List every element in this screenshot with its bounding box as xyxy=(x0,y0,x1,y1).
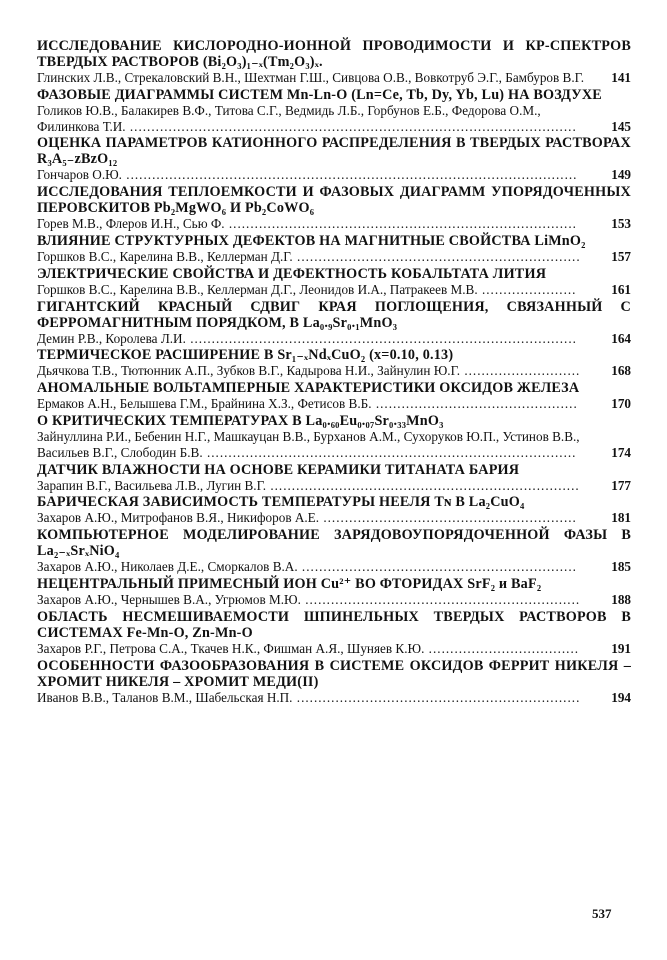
toc-entry xyxy=(37,87,631,135)
entry-page-number: 164 xyxy=(611,330,631,346)
leader-dots: ........................................................................ xyxy=(266,477,580,493)
entry-authors-row xyxy=(37,70,631,86)
entry-authors-row xyxy=(37,103,631,135)
entry-authors-row xyxy=(37,331,631,347)
entry-authors-text: Захаров Р.Г., Петрова С.А., Ткачев Н.К., Фишман А.Я., Шуняев К.Ю. xyxy=(37,640,425,656)
entry-authors xyxy=(37,216,585,232)
entry-authors-row xyxy=(37,478,631,494)
entry-title: ОСОБЕННОСТИ ФАЗООБРАЗОВАНИЯ В СИСТЕМЕ ОКСИДОВ ФЕРРИТ НИКЕЛЯ – ХРОМИТ НИКЕЛЯ – ХРОМИТ МЕДИ(II) xyxy=(37,657,631,690)
entry-authors-text: Ермаков А.Н., Белышева Г.М., Брайнина Х.З., Фетисов В.Б. xyxy=(37,396,372,412)
entry-authors xyxy=(37,331,585,347)
toc-entry xyxy=(37,576,631,608)
entry-page-number: 177 xyxy=(611,477,631,493)
entry-authors xyxy=(37,70,585,86)
entry-authors xyxy=(37,249,585,265)
toc-entry xyxy=(37,266,631,298)
toc-entry xyxy=(37,527,631,575)
toc-entry xyxy=(37,494,631,526)
entry-authors-row xyxy=(37,249,631,265)
toc-entries xyxy=(37,38,631,705)
entry-authors xyxy=(37,103,585,135)
toc-entry xyxy=(37,462,631,494)
toc-entry xyxy=(37,413,631,461)
entry-authors-text: Иванов В.В., Таланов В.М., Шабельская Н.П. xyxy=(37,689,293,705)
entry-authors-row xyxy=(37,167,631,183)
entry-authors-text: Дьячкова Т.В., Тютюнник А.П., Зубков В.Г., Кадырова Н.И., Зайнулин Ю.Г. xyxy=(37,363,461,379)
entry-title: КОМПЬЮТЕРНОЕ МОДЕЛИРОВАНИЕ ЗАРЯДОВОУПОРЯДОЧЕННОЙ ФАЗЫ В La₂₋ₓSrₓNiO₄ xyxy=(37,527,631,560)
entry-page-number: 157 xyxy=(611,248,631,264)
leader-dots: ........................................................................................................ xyxy=(125,118,577,134)
entry-page-number: 161 xyxy=(611,281,631,297)
entry-authors-text: Глинских Л.В., Стрекаловский В.Н., Шехтман Г.Ш., Сивцова О.В., Вовкотруб Э.Г., Бамбуров В.Г. xyxy=(37,70,585,85)
entry-authors-row xyxy=(37,559,631,575)
entry-title: ОБЛАСТЬ НЕСМЕШИВАЕМОСТИ ШПИНЕЛЬНЫХ ТВЕРДЫХ РАСТВОРОВ В СИСТЕМАХ Fe-Mn-O, Zn-Mn-O xyxy=(37,608,631,641)
entry-authors-text: Захаров А.Ю., Чернышев В.А., Угрюмов М.Ю. xyxy=(37,591,301,607)
entry-title: ФАЗОВЫЕ ДИАГРАММЫ СИСТЕМ Mn-Ln-O (Ln=Ce, Tb, Dy, Yb, Lu) НА ВОЗДУХЕ xyxy=(37,86,602,103)
entry-title: ЭЛЕКТРИЧЕСКИЕ СВОЙСТВА И ДЕФЕКТНОСТЬ КОБАЛЬТАТА ЛИТИЯ xyxy=(37,265,547,282)
entry-authors-text: Захаров А.Ю., Николаев Д.Е., Сморкалов В.А. xyxy=(37,559,298,575)
entry-authors xyxy=(37,690,585,706)
table-of-contents xyxy=(37,38,631,706)
entry-authors-row xyxy=(37,363,631,379)
entry-authors-row xyxy=(37,282,631,298)
entry-page-number: 185 xyxy=(611,559,631,575)
toc-entry xyxy=(37,658,631,706)
entry-authors xyxy=(37,282,585,298)
entry-authors-row xyxy=(37,510,631,526)
entry-authors-row xyxy=(37,592,631,608)
entry-authors-text: Гончаров О.Ю. xyxy=(37,167,122,183)
entry-authors-text: Голиков Ю.В., Балакирев В.Ф., Титова С.Г., Ведмидь Л.Б., Горбунов Е.Б., Федорова О.М., Филинкова Т.И. xyxy=(37,102,541,134)
leader-dots: ................................................................................. xyxy=(224,216,577,232)
entry-authors-text: Зарапин В.Г., Васильева Л.В., Лугин В.Г. xyxy=(37,477,267,493)
toc-entry xyxy=(37,38,631,86)
toc-entry xyxy=(37,609,631,657)
leader-dots: ............................................... xyxy=(371,396,578,412)
entry-title: ГИГАНТСКИЙ КРАСНЫЙ СДВИГ КРАЯ ПОГЛОЩЕНИЯ, СВЯЗАННЫЙ С ФЕРРОМАГНИТНЫМ ПОРЯДКОМ, В La₀.₉Sr₀.₁MnO₃ xyxy=(37,298,631,331)
leader-dots: .................................................................. xyxy=(292,248,581,264)
entry-authors xyxy=(37,396,585,412)
entry-authors-row xyxy=(37,690,631,706)
entry-title: ОЦЕНКА ПАРАМЕТРОВ КАТИОННОГО РАСПРЕДЕЛЕНИЯ В ТВЕРДЫХ РАСТВОРАХ R₃A₅₋zBzO₁₂ xyxy=(37,135,631,168)
entry-authors xyxy=(37,429,585,461)
entry-authors-text: Зайнуллина Р.И., Бебенин Н.Г., Машкауцан В.В., Бурханов А.М., Сухоруков Ю.П., Устинов В.В., Васильев В.Г., Слободин Б.В. xyxy=(37,428,580,460)
entry-page-number: 191 xyxy=(611,640,631,656)
toc-entry xyxy=(37,184,631,232)
entry-title: ИССЛЕДОВАНИЯ ТЕПЛОЕМКОСТИ И ФАЗОВЫХ ДИАГРАММ УПОРЯДОЧЕННЫХ ПЕРОВСКИТОВ Pb₂MgWO₆ И Pb₂CoWO₆ xyxy=(37,184,631,217)
leader-dots: ...................................................................................... xyxy=(202,444,577,460)
entry-authors-text: Горев М.В., Флеров И.Н., Сью Ф. xyxy=(37,216,225,232)
leader-dots: ................................................................ xyxy=(300,591,581,607)
entry-title: БАРИЧЕСКАЯ ЗАВИСИМОСТЬ ТЕМПЕРАТУРЫ НЕЕЛЯ Tɴ В La₂CuO₄ xyxy=(37,494,525,511)
entry-authors-text: Горшков В.С., Карелина В.В., Келлерман Д.Г., Леонидов И.А., Патракеев М.В. xyxy=(37,281,478,297)
leader-dots: .................................................................. xyxy=(292,689,581,705)
entry-authors xyxy=(37,641,585,657)
toc-entry xyxy=(37,135,631,183)
toc-entry xyxy=(37,233,631,265)
entry-page-number: 145 xyxy=(611,118,631,134)
entry-authors-row xyxy=(37,429,631,461)
leader-dots: ...................... xyxy=(477,281,577,297)
leader-dots: ........................... xyxy=(460,363,581,379)
entry-title: ТЕРМИЧЕСКОЕ РАСШИРЕНИЕ В Sr₁₋ₓNdₓCuO₂ (x=0.10, 0.13) xyxy=(37,347,454,364)
page-number: 537 xyxy=(592,906,612,921)
entry-authors-row xyxy=(37,396,631,412)
entry-page-number: 188 xyxy=(611,591,631,607)
leader-dots: ......................................................................................................... xyxy=(121,167,578,183)
entry-title: О КРИТИЧЕСКИХ ТЕМПЕРАТУРАХ В La₀.₆₀Eu₀.₀₇Sr₀.₃₃MnO₃ xyxy=(37,412,444,429)
entry-title: АНОМАЛЬНЫЕ ВОЛЬТАМПЕРНЫЕ ХАРАКТЕРИСТИКИ ОКСИДОВ ЖЕЛЕЗА xyxy=(37,380,580,397)
entry-page-number: 174 xyxy=(611,444,631,460)
entry-authors xyxy=(37,559,585,575)
entry-page-number: 168 xyxy=(611,363,631,379)
entry-authors-row xyxy=(37,641,631,657)
entry-authors xyxy=(37,510,585,526)
entry-title: ДАТЧИК ВЛАЖНОСТИ НА ОСНОВЕ КЕРАМИКИ ТИТАНАТА БАРИЯ xyxy=(37,461,520,478)
entry-page-number: 153 xyxy=(611,216,631,232)
entry-page-number: 141 xyxy=(611,70,631,85)
entry-page-number: 170 xyxy=(611,396,631,412)
entry-authors-text: Демин Р.В., Королева Л.И. xyxy=(37,330,186,346)
leader-dots: ........................................................... xyxy=(319,510,577,526)
entry-authors xyxy=(37,592,585,608)
toc-entry xyxy=(37,380,631,412)
entry-authors xyxy=(37,167,585,183)
leader-dots: .......................................................................................... xyxy=(185,330,577,346)
entry-authors-text: Захаров А.Ю., Митрофанов В.Я., Никифоров А.Е. xyxy=(37,510,320,526)
entry-title: НЕЦЕНТРАЛЬНЫЙ ПРИМЕСНЫЙ ИОН Cu²⁺ ВО ФТОРИДАХ SrF₂ и BaF₂ xyxy=(37,575,542,592)
entry-title: ВЛИЯНИЕ СТРУКТУРНЫХ ДЕФЕКТОВ НА МАГНИТНЫЕ СВОЙСТВА LiMnO₂ xyxy=(37,232,586,249)
toc-entry xyxy=(37,347,631,379)
entry-authors-row xyxy=(37,216,631,232)
entry-page-number: 194 xyxy=(611,689,631,705)
entry-page-number: 181 xyxy=(611,510,631,526)
entry-page-number: 149 xyxy=(611,167,631,183)
entry-title: ИССЛЕДОВАНИЕ КИСЛОРОДНО-ИОННОЙ ПРОВОДИМОСТИ И КР-СПЕКТРОВ ТВЕРДЫХ РАСТВОРОВ (Bi₂O₃)₁₋ₓ(Tm₂O₃)ₓ. xyxy=(37,38,631,70)
entry-authors-text: Горшков В.С., Карелина В.В., Келлерман Д.Г. xyxy=(37,248,293,264)
leader-dots: ................................................................ xyxy=(297,559,577,575)
toc-entry xyxy=(37,299,631,347)
entry-authors xyxy=(37,363,585,379)
leader-dots: ................................... xyxy=(424,640,580,656)
entry-authors xyxy=(37,478,585,494)
